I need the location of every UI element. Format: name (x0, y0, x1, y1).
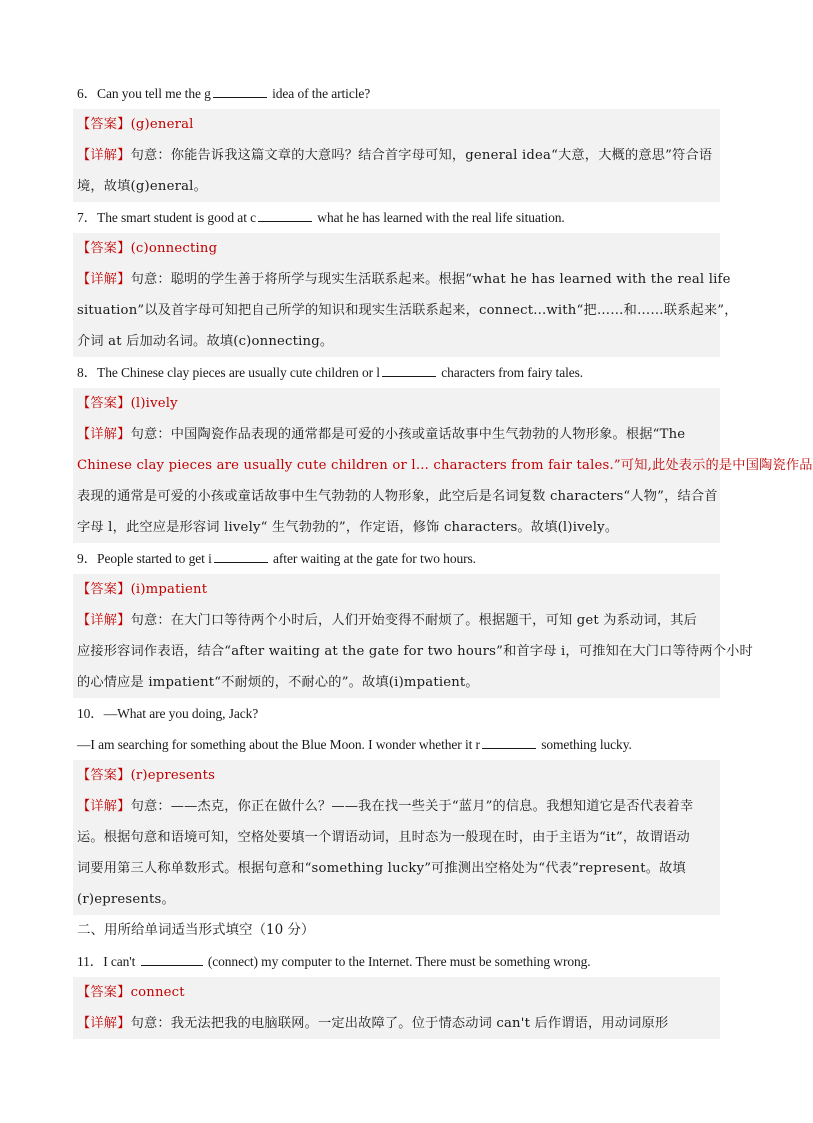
answer-label: 【答案】 (77, 985, 131, 1000)
detail-line: 句意：我无法把我的电脑联网。一定出故障了。位于情态动词 can't 后作谓语，用动词原形 (130, 1016, 669, 1031)
question-item-6 (73, 78, 720, 202)
detail-label: 【详解】 (77, 272, 131, 287)
question-item-10 (73, 698, 720, 915)
answer-block (73, 109, 720, 202)
question-text (73, 729, 720, 760)
answer-block (73, 760, 720, 915)
answer-value: connect (130, 985, 185, 1000)
answer-value: (i)mpatient (130, 582, 208, 597)
answer-blank (141, 953, 203, 966)
question-item-9 (73, 543, 753, 698)
detail-line: 字母 l，此空应是形容词 lively“ 生气勃勃的”，作定语，修饰 characters。故填(l)ively。 (77, 520, 619, 535)
detail-line: 的心情应是 impatient“不耐烦的，不耐心的”。故填(i)mpatient。 (77, 675, 479, 690)
question-text (73, 946, 720, 977)
answer-blank (482, 736, 536, 749)
detail-line: 应接形容词作表语，结合“after waiting at the gate for two hours”和首字母 i，可推知在大门口等待两个小时 (77, 644, 753, 659)
detail-label: 【详解】 (77, 148, 131, 163)
answer-label: 【答案】 (77, 241, 131, 256)
question-stem: 8．The Chinese clay pieces are usually cute children or l (77, 365, 380, 380)
answer-blank (258, 209, 312, 222)
detail-line: 表现的通常是可爱的小孩或童话故事中生气勃勃的人物形象，此空后是名词复数 characters“人物”，结合首 (77, 489, 718, 504)
question-item-8 (73, 357, 813, 543)
detail-line: (r)epresents。 (77, 892, 175, 907)
question-stem-end: after waiting at the gate for two hours. (269, 551, 476, 566)
detail-line: 句意：中国陶瓷作品表现的通常都是可爱的小孩或童话故事中生气勃勃的人物形象。根据“The (130, 427, 686, 442)
detail-line: 句意：——杰克，你正在做什么？——我在找一些关于“蓝月”的信息。我想知道它是否代表着幸 (130, 799, 694, 814)
question-stem-end: (connect) my computer to the Internet. There must be something wrong. (204, 954, 591, 969)
answer-value: (r)epresents (130, 768, 216, 783)
answer-block (73, 977, 720, 1039)
question-stem: 7．The smart student is good at c (77, 210, 257, 225)
answer-value: (c)onnecting (130, 241, 218, 256)
detail-label: 【详解】 (77, 613, 131, 628)
question-text (73, 78, 720, 109)
detail-line: situation”以及首字母可知把自己所学的知识和现实生活联系起来，connect...with“把……和……联系起来”， (77, 303, 738, 318)
question-text (73, 202, 720, 233)
detail-line: 句意：聪明的学生善于将所学与现实生活联系起来。根据“what he has learned with the real life (130, 272, 731, 287)
question-stem: —I am searching for something about the Blue Moon. I wonder whether it r (77, 737, 480, 752)
answer-blank (214, 550, 268, 563)
detail-label: 【详解】 (77, 1016, 131, 1031)
question-stem-end: idea of the article? (268, 86, 371, 101)
answer-block (73, 388, 813, 543)
section-title: 二、用所给单词适当形式填空（10 分） (77, 922, 315, 938)
question-item-11 (73, 946, 720, 1039)
answer-label: 【答案】 (77, 396, 131, 411)
answer-block (73, 233, 738, 357)
document-page (73, 78, 813, 1039)
answer-label: 【答案】 (77, 768, 131, 783)
question-stem: 6．Can you tell me the g (77, 86, 211, 101)
detail-line: 句意：在大门口等待两个小时后，人们开始变得不耐烦了。根据题干，可知 get 为系动词，其后 (130, 613, 697, 628)
answer-value: (l)ively (130, 396, 178, 411)
question-text (73, 543, 720, 574)
question-stem-end: what he has learned with the real life situation. (314, 210, 565, 225)
answer-value: (g)eneral (130, 117, 194, 132)
detail-label: 【详解】 (77, 427, 131, 442)
question-stem-end: something lucky. (537, 737, 632, 752)
detail-label: 【详解】 (77, 799, 131, 814)
answer-blank (213, 85, 267, 98)
question-text: 10．—What are you doing, Jack? (77, 706, 259, 721)
detail-line: 句意：你能告诉我这篇文章的大意吗？结合首字母可知，general idea“大意，大概的意思”符合语 (130, 148, 713, 163)
answer-block (73, 574, 753, 698)
detail-line: 介词 at 后加动名词。故填(c)onnecting。 (77, 334, 334, 349)
question-stem-end: characters from fairy tales. (437, 365, 584, 380)
detail-line: Chinese clay pieces are usually cute children or l... characters from fair tales.”可知,此处表示的是中国陶瓷作品 (77, 458, 813, 473)
detail-line: 词要用第三人称单数形式。根据句意和“something lucky”可推测出空格处为“代表”represent。故填 (77, 861, 686, 876)
answer-label: 【答案】 (77, 582, 131, 597)
question-item-7 (73, 202, 738, 357)
question-text (73, 357, 720, 388)
answer-label: 【答案】 (77, 117, 131, 132)
question-stem: 11．I can't (77, 954, 139, 969)
detail-line: 运。根据句意和语境可知，空格处要填一个谓语动词，且时态为一般现在时，由于主语为“it”，故谓语动 (77, 830, 690, 845)
answer-blank (382, 364, 436, 377)
detail-line: 境，故填(g)eneral。 (77, 179, 207, 194)
question-stem: 9．People started to get i (77, 551, 212, 566)
